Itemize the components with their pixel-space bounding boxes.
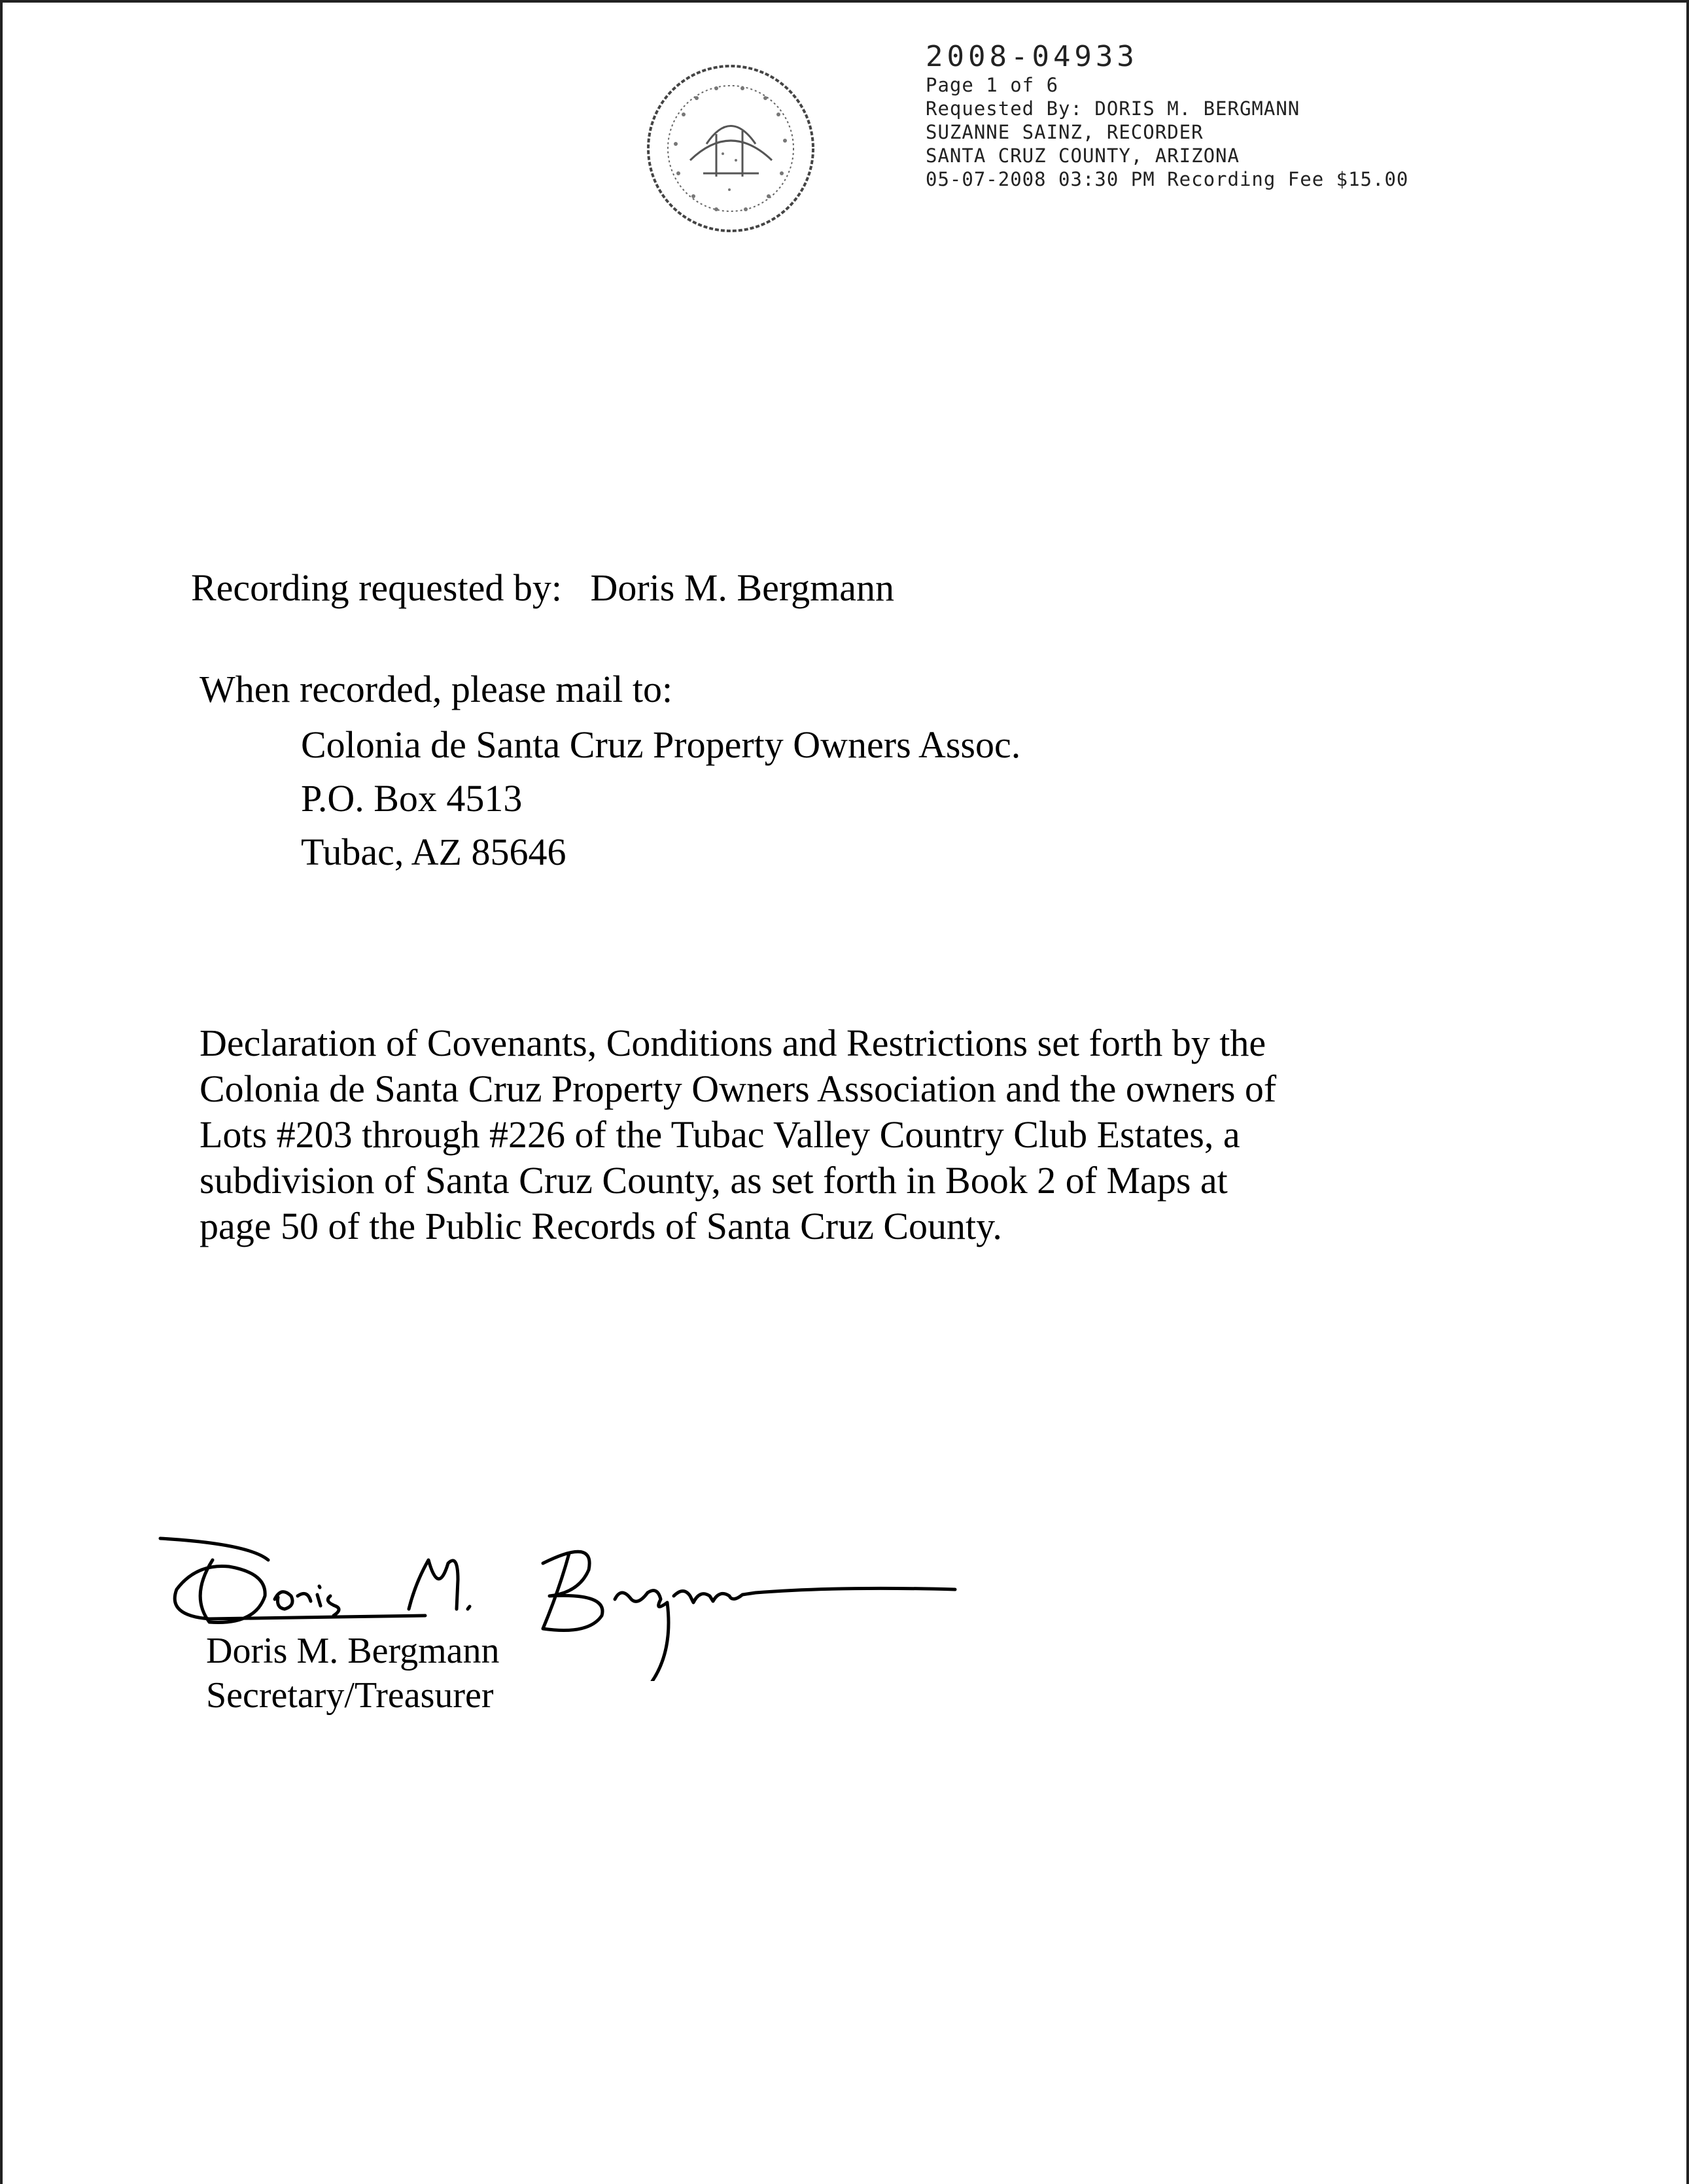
scan-edge-left	[0, 0, 3, 2184]
mail-to-address	[301, 718, 1020, 879]
signer-name: Doris M. Bergmann	[206, 1631, 500, 1671]
mail-to-heading: When recorded, please mail to:	[200, 668, 673, 710]
recorder-stamp	[926, 41, 1408, 191]
address-line: P.O. Box 4513	[301, 777, 523, 820]
recorder-name: SUZANNE SAINZ, RECORDER	[926, 121, 1204, 143]
signer-title: Secretary/Treasurer	[206, 1675, 494, 1716]
address-line: Tubac, AZ 85646	[301, 831, 566, 873]
scan-edge-right	[1686, 0, 1689, 2184]
scan-edge-top	[0, 0, 1689, 3]
declaration-line: page 50 of the Public Records of Santa Cruz County.	[200, 1205, 1002, 1247]
signer-block	[206, 1629, 500, 1718]
county-name: SANTA CRUZ COUNTY, ARIZONA	[926, 145, 1240, 167]
page-info: Page 1 of 6	[926, 74, 1059, 96]
declaration-line: Colonia de Santa Cruz Property Owners Association and the owners of	[200, 1067, 1277, 1110]
address-line: Colonia de Santa Cruz Property Owners Assoc.	[301, 723, 1021, 766]
document-number: 2008-04933	[926, 40, 1138, 73]
declaration-paragraph	[200, 1020, 1508, 1249]
recording-requested-by: Recording requested by: Doris M. Bergmann	[191, 566, 894, 609]
requested-by: Requested By: DORIS M. BERGMANN	[926, 97, 1300, 120]
recorded-timestamp-fee: 05-07-2008 03:30 PM Recording Fee $15.00	[926, 168, 1409, 190]
county-seal-icon	[644, 62, 818, 235]
declaration-line: Declaration of Covenants, Conditions and Restrictions set forth by the	[200, 1022, 1266, 1064]
declaration-line: Lots #203 through #226 of the Tubac Valley Country Club Estates, a	[200, 1113, 1240, 1156]
declaration-line: subdivision of Santa Cruz County, as set forth in Book 2 of Maps at	[200, 1159, 1228, 1202]
